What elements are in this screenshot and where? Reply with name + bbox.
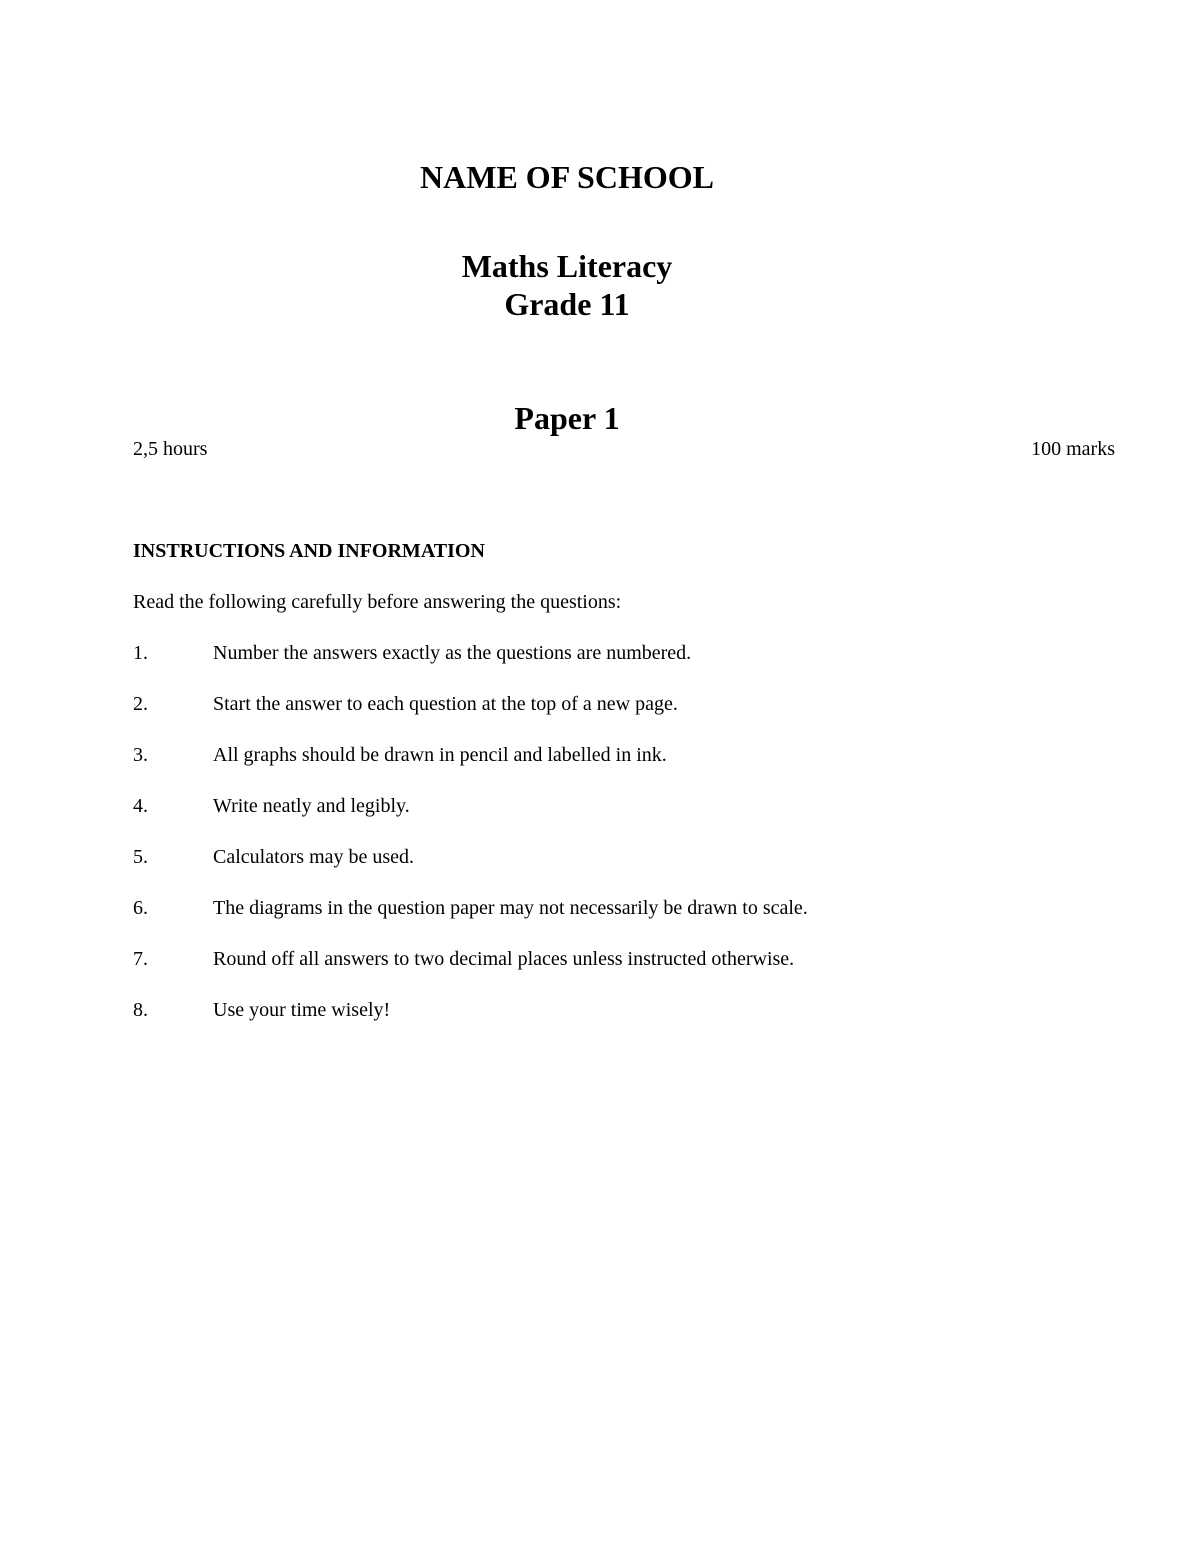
instruction-text: Start the answer to each question at the top of a new page. <box>213 693 678 715</box>
instruction-text: All graphs should be drawn in pencil and labelled in ink. <box>213 744 667 766</box>
instruction-text: Use your time wisely! <box>213 999 391 1021</box>
instruction-number: 5. <box>133 846 148 868</box>
instruction-number: 6. <box>133 897 148 919</box>
instruction-number: 8. <box>133 999 148 1021</box>
instruction-text: Number the answers exactly as the questions are numbered. <box>213 642 692 664</box>
instruction-number: 7. <box>133 948 148 970</box>
instruction-number: 4. <box>133 795 148 817</box>
instruction-text: The diagrams in the question paper may not necessarily be drawn to scale. <box>213 897 808 919</box>
total-marks: 100 marks <box>1031 438 1115 460</box>
instruction-number: 1. <box>133 642 148 664</box>
paper-title: Paper 1 <box>514 400 620 436</box>
grade-title: Grade 11 <box>504 286 630 322</box>
subject-title: Maths Literacy <box>461 248 673 284</box>
instructions-heading: INSTRUCTIONS AND INFORMATION <box>133 540 485 562</box>
instruction-text: Write neatly and legibly. <box>213 795 410 817</box>
instruction-number: 3. <box>133 744 148 766</box>
school-name: NAME OF SCHOOL <box>420 159 714 195</box>
instruction-text: Round off all answers to two decimal places unless instructed otherwise. <box>213 948 795 970</box>
instructions-intro: Read the following carefully before answering the questions: <box>133 591 622 613</box>
exam-duration: 2,5 hours <box>133 438 208 460</box>
instruction-number: 2. <box>133 693 148 715</box>
instruction-text: Calculators may be used. <box>213 846 415 868</box>
